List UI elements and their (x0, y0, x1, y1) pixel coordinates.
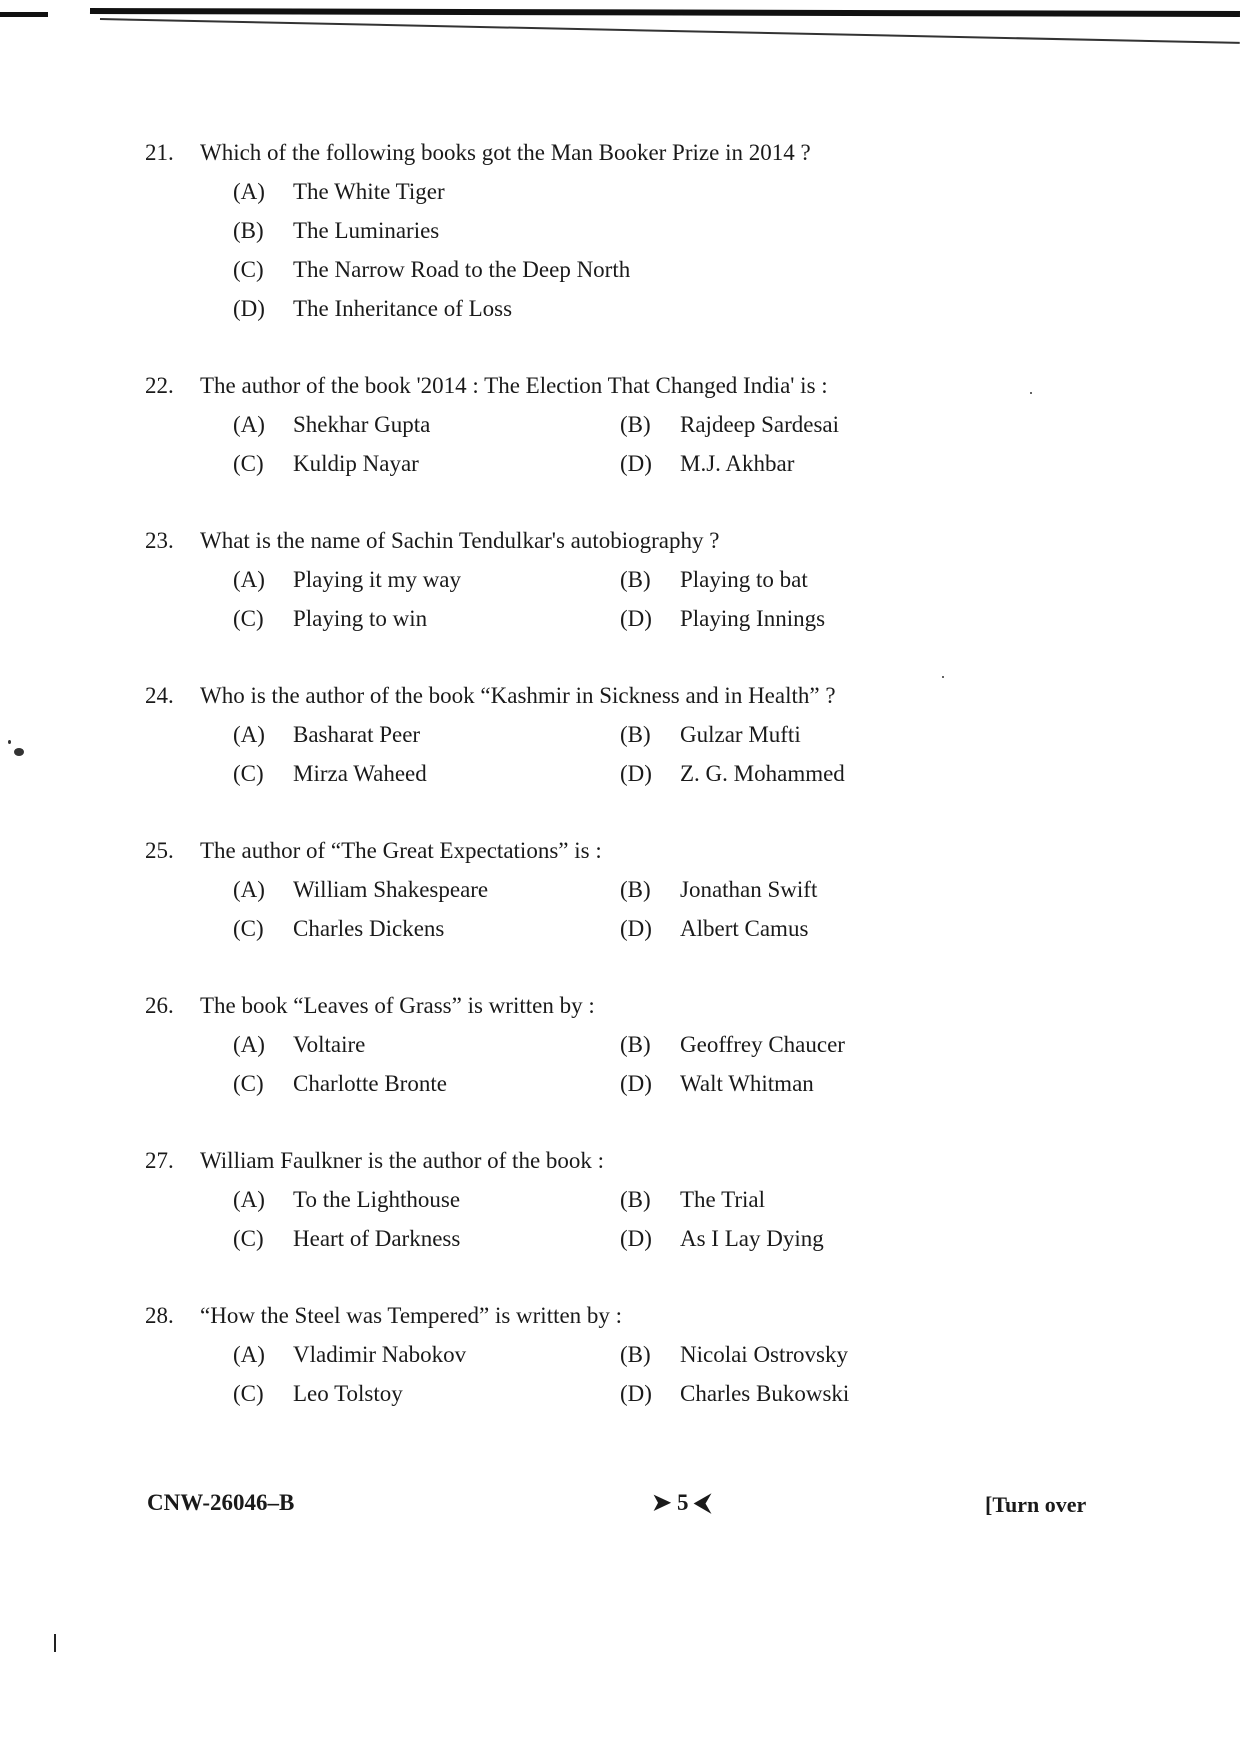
question-number: 22. (145, 373, 174, 398)
option-text: William Shakespeare (293, 877, 489, 902)
option-c (233, 761, 427, 787)
option-a (233, 877, 488, 903)
option-label: (C) (233, 606, 264, 631)
option-label: (C) (233, 257, 264, 282)
option-label: (B) (233, 218, 264, 243)
question-text: Which of the following books got the Man Booker Prize in 2014 ? (200, 140, 811, 165)
option-label: (A) (233, 1032, 265, 1057)
option-text: Charlotte Bronte (293, 1071, 447, 1096)
question-text: Who is the author of the book “Kashmir in Sickness and in Health” ? (200, 683, 836, 708)
option-d (620, 916, 808, 942)
option-label: (B) (620, 877, 651, 902)
option-text: Vladimir Nabokov (293, 1342, 467, 1367)
option-c (233, 1071, 447, 1097)
option-text: Albert Camus (680, 916, 809, 941)
question-text: William Faulkner is the author of the book : (200, 1148, 605, 1173)
option-text: Charles Bukowski (680, 1381, 850, 1406)
option-text: Nicolai Ostrovsky (680, 1342, 849, 1367)
option-a (233, 1342, 466, 1368)
option-text: Walt Whitman (680, 1071, 814, 1096)
option-text: As I Lay Dying (680, 1226, 824, 1251)
option-text: Playing Innings (680, 606, 826, 631)
option-label: (A) (233, 567, 265, 592)
option-label: (A) (233, 877, 265, 902)
question-text: The author of “The Great Expectations” is : (200, 838, 602, 863)
option-text: Gulzar Mufti (680, 722, 801, 747)
option-text: Playing to bat (680, 567, 808, 592)
option-label: (D) (233, 296, 265, 321)
option-d (620, 761, 845, 787)
option-text: Geoffrey Chaucer (680, 1032, 845, 1057)
option-a (233, 1032, 365, 1058)
option-label: (A) (233, 722, 265, 747)
option-label: (C) (233, 761, 264, 786)
question-number: 26. (145, 993, 174, 1018)
option-label: (C) (233, 1071, 264, 1096)
option-label: (A) (233, 179, 265, 204)
option-text: Kuldip Nayar (293, 451, 419, 476)
top-rule-thin (100, 18, 1240, 44)
page-number: ➤ 5 ⮜ (652, 1490, 711, 1515)
option-text: Voltaire (293, 1032, 366, 1057)
paper-code: CNW-26046–B (147, 1490, 295, 1515)
scan-mark (54, 1634, 56, 1652)
question-text: What is the name of Sachin Tendulkar's autobiography ? (200, 528, 720, 553)
option-d (620, 1071, 814, 1097)
question-number: 25. (145, 838, 174, 863)
option-c (233, 1381, 403, 1407)
option-text: The Trial (680, 1187, 765, 1212)
option-label: (B) (620, 567, 651, 592)
option-label: (B) (620, 1032, 651, 1057)
option-text: M.J. Akhbar (680, 451, 795, 476)
option-label: (D) (620, 451, 652, 476)
question-number: 21. (145, 140, 174, 165)
option-label: (C) (233, 916, 264, 941)
option-text: Jonathan Swift (680, 877, 818, 902)
option-text: Rajdeep Sardesai (680, 412, 840, 437)
option-c (233, 606, 427, 632)
scan-speck (942, 676, 944, 678)
option-a (233, 567, 461, 593)
question-number: 24. (145, 683, 174, 708)
option-text: The White Tiger (293, 179, 445, 204)
option-label: (C) (233, 1381, 264, 1406)
option-d (620, 1226, 824, 1252)
option-text: Leo Tolstoy (293, 1381, 403, 1406)
option-text: Playing to win (293, 606, 428, 631)
option-c (233, 916, 444, 942)
question-number: 28. (145, 1303, 174, 1328)
option-text: Charles Dickens (293, 916, 445, 941)
option-b (620, 412, 839, 438)
question-text: The book “Leaves of Grass” is written by : (200, 993, 595, 1018)
option-text: Basharat Peer (293, 722, 421, 747)
option-text: Mirza Waheed (293, 761, 427, 786)
option-a (233, 179, 445, 205)
question-number: 27. (145, 1148, 174, 1173)
option-d (620, 1381, 849, 1407)
option-text: The Luminaries (293, 218, 440, 243)
option-label: (B) (620, 412, 651, 437)
option-label: (A) (233, 1342, 265, 1367)
option-label: (D) (620, 1071, 652, 1096)
option-b (233, 218, 439, 244)
question-text: “How the Steel was Tempered” is written by : (200, 1303, 623, 1328)
option-label: (D) (620, 916, 652, 941)
option-b (620, 1187, 765, 1213)
option-b (620, 877, 817, 903)
option-text: The Narrow Road to the Deep North (293, 257, 631, 282)
option-d (620, 451, 794, 477)
option-b (620, 1342, 848, 1368)
scan-speck (1030, 392, 1032, 394)
option-c (233, 451, 419, 477)
option-d (233, 296, 512, 322)
option-c (233, 257, 630, 283)
scan-speck (8, 740, 11, 744)
option-a (233, 412, 430, 438)
option-a (233, 722, 420, 748)
option-text: Z. G. Mohammed (680, 761, 845, 786)
option-label: (C) (233, 451, 264, 476)
question-number: 23. (145, 528, 174, 553)
question-text: The author of the book '2014 : The Election That Changed India' is : (200, 373, 828, 398)
option-text: The Inheritance of Loss (293, 296, 513, 321)
option-a (233, 1187, 460, 1213)
option-b (620, 722, 801, 748)
option-d (620, 606, 825, 632)
option-text: To the Lighthouse (293, 1187, 461, 1212)
option-text: Shekhar Gupta (293, 412, 431, 437)
option-label: (D) (620, 606, 652, 631)
scan-speck (14, 748, 24, 756)
option-label: (B) (620, 722, 651, 747)
option-label: (A) (233, 412, 265, 437)
option-b (620, 567, 808, 593)
turn-over-note: [Turn over (985, 1492, 1087, 1517)
option-c (233, 1226, 460, 1252)
option-text: Heart of Darkness (293, 1226, 461, 1251)
top-rule (90, 8, 1240, 17)
option-label: (A) (233, 1187, 265, 1212)
option-label: (B) (620, 1187, 651, 1212)
option-b (620, 1032, 845, 1058)
option-label: (D) (620, 1381, 652, 1406)
option-label: (D) (620, 1226, 652, 1251)
option-label: (D) (620, 761, 652, 786)
option-text: Playing it my way (293, 567, 462, 592)
option-label: (C) (233, 1226, 264, 1251)
scan-mark (0, 12, 48, 17)
option-label: (B) (620, 1342, 651, 1367)
